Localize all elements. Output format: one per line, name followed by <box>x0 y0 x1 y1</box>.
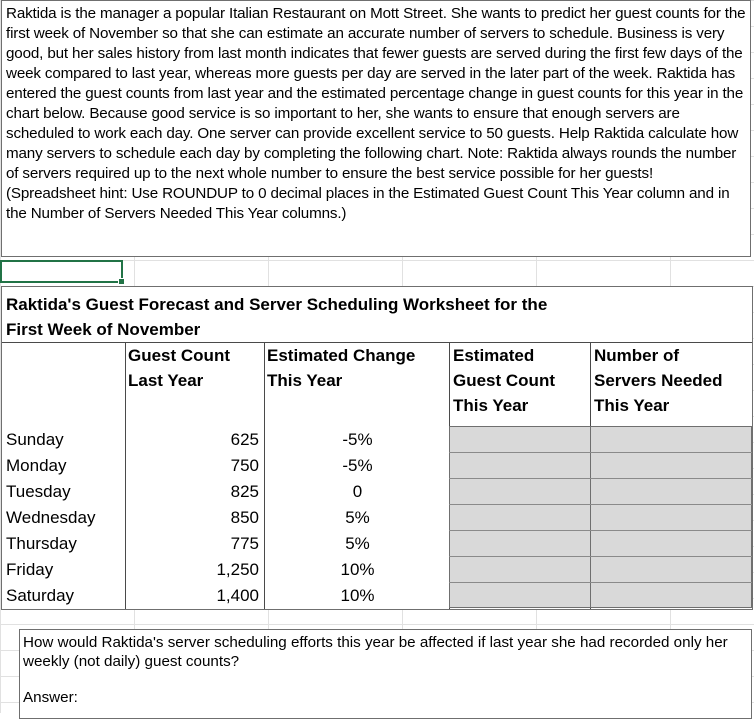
last-year-count[interactable]: 825 <box>230 482 259 501</box>
worksheet-title-line-2: First Week of November <box>6 320 201 339</box>
row-line-3 <box>449 504 752 505</box>
worksheet-title <box>6 292 746 342</box>
estimated-change[interactable]: -5% <box>342 430 373 449</box>
instructions-text: Raktida is the manager a popular Italian Restaurant on Mott Street. She wants to predict her guest counts for the first week of November so that she can estimate an accurate number of servers to schedule. Business is very good, but her sales history from last month indicates that fewer guests are served during the first few days of the week compared to last year, whereas more guests per day are served in the later part of the week. Raktida has entered the guest counts from last year and the estimated percentage change in guest counts for this year in the chart below. Because good service is so important to her, she wants to ensure that enough servers are scheduled to work each day. One server can provide excellent service to 50 guests. Help Raktida calculate how many servers to schedule each day by completing the following chart. Note: Raktida always rounds the number of servers required up to the next whole number to ensure the best service possible for her guests! (Spreadsheet hint: Use ROUNDUP to 0 decimal places in the Estimated Guest Count This Year column and in the Number of Servers Needed This Year columns.) <box>6 5 746 222</box>
estimated-change[interactable]: 5% <box>345 508 370 527</box>
day-label[interactable]: Sunday <box>6 430 64 449</box>
estimated-change[interactable]: 5% <box>345 534 370 553</box>
day-label[interactable]: Monday <box>6 456 67 475</box>
last-year-count[interactable]: 625 <box>230 430 259 449</box>
question-text-box[interactable] <box>19 629 752 719</box>
last-year-count[interactable]: 1,250 <box>216 560 259 579</box>
last-year-count[interactable]: 750 <box>230 456 259 475</box>
estimated-change[interactable]: -5% <box>342 456 373 475</box>
estimated-change[interactable]: 10% <box>340 560 375 579</box>
question-text: How would Raktida's server scheduling efforts this year be affected if last year she had recorded only her weekly (not daily) guest counts? <box>23 634 728 670</box>
estimated-guest-count-input-range[interactable] <box>449 426 591 608</box>
last-year-count[interactable]: 1,400 <box>216 586 259 605</box>
day-label[interactable]: Saturday <box>6 586 75 605</box>
header-estimated-change[interactable]: Estimated Change This Year <box>267 346 416 390</box>
header-servers-needed[interactable]: Number of Servers Needed This Year <box>594 346 723 415</box>
answer-label: Answer: <box>23 689 78 706</box>
estimated-change[interactable]: 10% <box>340 586 375 605</box>
col-border-a <box>125 342 126 609</box>
row-line-5 <box>449 556 752 557</box>
instructions-text-box <box>1 0 751 257</box>
last-year-count[interactable]: 775 <box>230 534 259 553</box>
estimated-change[interactable]: 0 <box>352 482 363 501</box>
row-line-1 <box>449 452 752 453</box>
row-line-2 <box>449 478 752 479</box>
fill-handle[interactable] <box>118 278 125 285</box>
servers-needed-input-range[interactable] <box>590 426 752 608</box>
row-line-4 <box>449 530 752 531</box>
day-label[interactable]: Friday <box>6 560 54 579</box>
last-year-count[interactable]: 850 <box>230 508 259 527</box>
selected-cell[interactable] <box>0 260 123 283</box>
header-estimated-guest-count[interactable]: Estimated Guest Count This Year <box>453 346 555 415</box>
day-label[interactable]: Thursday <box>6 534 77 553</box>
worksheet-title-line-1: Raktida's Guest Forecast and Server Scheduling Worksheet for the <box>6 295 548 314</box>
header-guest-count-last-year[interactable]: Guest Count Last Year <box>128 346 230 390</box>
day-label[interactable]: Wednesday <box>6 508 96 527</box>
row-line-6 <box>449 582 752 583</box>
scheduling-worksheet <box>1 286 753 610</box>
day-label[interactable]: Tuesday <box>6 482 71 501</box>
